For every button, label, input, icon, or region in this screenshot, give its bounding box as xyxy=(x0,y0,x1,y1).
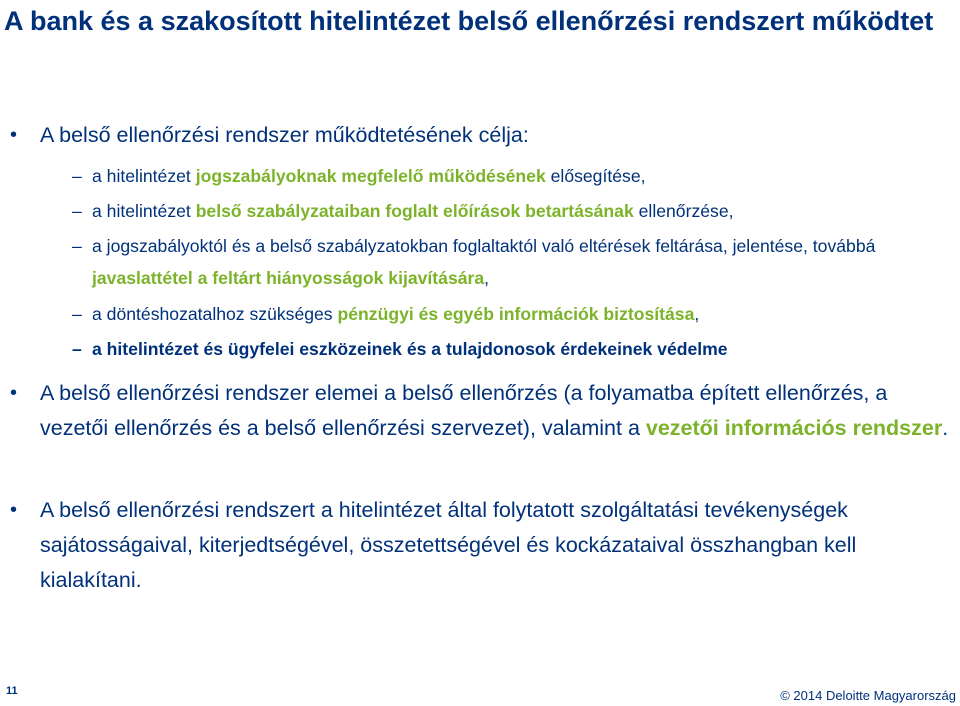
bullet-elements xyxy=(10,376,955,446)
slide-title: A bank és a szakosított hitelintézet belső ellenőrzési rendszert működtet xyxy=(4,6,934,36)
sub-bullet-information xyxy=(72,298,954,330)
sub-bullet-internal-rules xyxy=(72,195,954,227)
bullet-purpose xyxy=(10,118,955,153)
bullet-dot-icon: • xyxy=(10,124,18,146)
sub-bullet-text: elősegítése, xyxy=(545,166,646,186)
slide-number: 11 xyxy=(6,685,18,697)
sub-bullet-highlight: pénzügyi és egyéb információk biztosítása xyxy=(337,304,695,324)
sub-bullet-protection xyxy=(72,333,954,365)
sub-bullet-text: a hitelintézet xyxy=(92,201,196,221)
sub-bullet-text: ellenőrzése, xyxy=(633,201,734,221)
sub-bullet-highlight: javaslattétel a feltárt hiányosságok kijavítására xyxy=(92,268,485,288)
dash-icon: – xyxy=(72,236,82,256)
bullet-design-text: A belső ellenőrzési rendszert a hitelintézet által folytatott szolgáltatási tevékenységek sajátosságaival, kiterjedtségével, összetettségével és kockázataival összhangban kell kialakítani. xyxy=(40,498,857,592)
sub-bullet-highlight: jogszabályoknak megfelelő működésének xyxy=(195,166,546,186)
bullet-design xyxy=(10,493,955,598)
sub-bullet-text: a hitelintézet xyxy=(92,166,196,186)
dash-icon: – xyxy=(72,304,82,324)
bullet-dot-icon: • xyxy=(10,499,18,521)
bullet-purpose-text: A belső ellenőrzési rendszer működtetésének célja: xyxy=(40,123,529,147)
sub-bullet-deviations xyxy=(72,230,954,294)
sub-bullet-highlight: belső szabályzataiban foglalt előírások betartásának xyxy=(195,201,634,221)
sub-bullet-text: , xyxy=(694,304,700,324)
sub-bullet-text: a hitelintézet és ügyfelei eszközeinek és a tulajdonosok érdekeinek védelme xyxy=(92,339,728,359)
sub-bullet-text: a döntéshozatalhoz szükséges xyxy=(92,304,338,324)
bullet-elements-highlight: vezetői információs rendszer xyxy=(645,416,943,440)
dash-icon: – xyxy=(72,201,82,221)
dash-icon: – xyxy=(72,339,82,359)
dash-icon: – xyxy=(72,166,82,186)
sub-bullet-text: , xyxy=(484,268,490,288)
bullet-elements-text-end: . xyxy=(942,416,949,440)
bullet-dot-icon: • xyxy=(10,382,18,404)
sub-bullet-text: a jogszabályoktól és a belső szabályzatokban foglaltaktól való eltérések feltárása, jelentése, továbbá xyxy=(92,236,876,256)
sub-bullet-compliance xyxy=(72,160,954,192)
bullet-elements-text: A belső ellenőrzési rendszer elemei a belső ellenőrzés (a folyamatba épített ellenőrzés, a vezetői ellenőrzés és a belső ellenőrzési szervezet), valamint a xyxy=(40,381,888,440)
footer-copyright: © 2014 Deloitte Magyarország xyxy=(780,688,956,703)
